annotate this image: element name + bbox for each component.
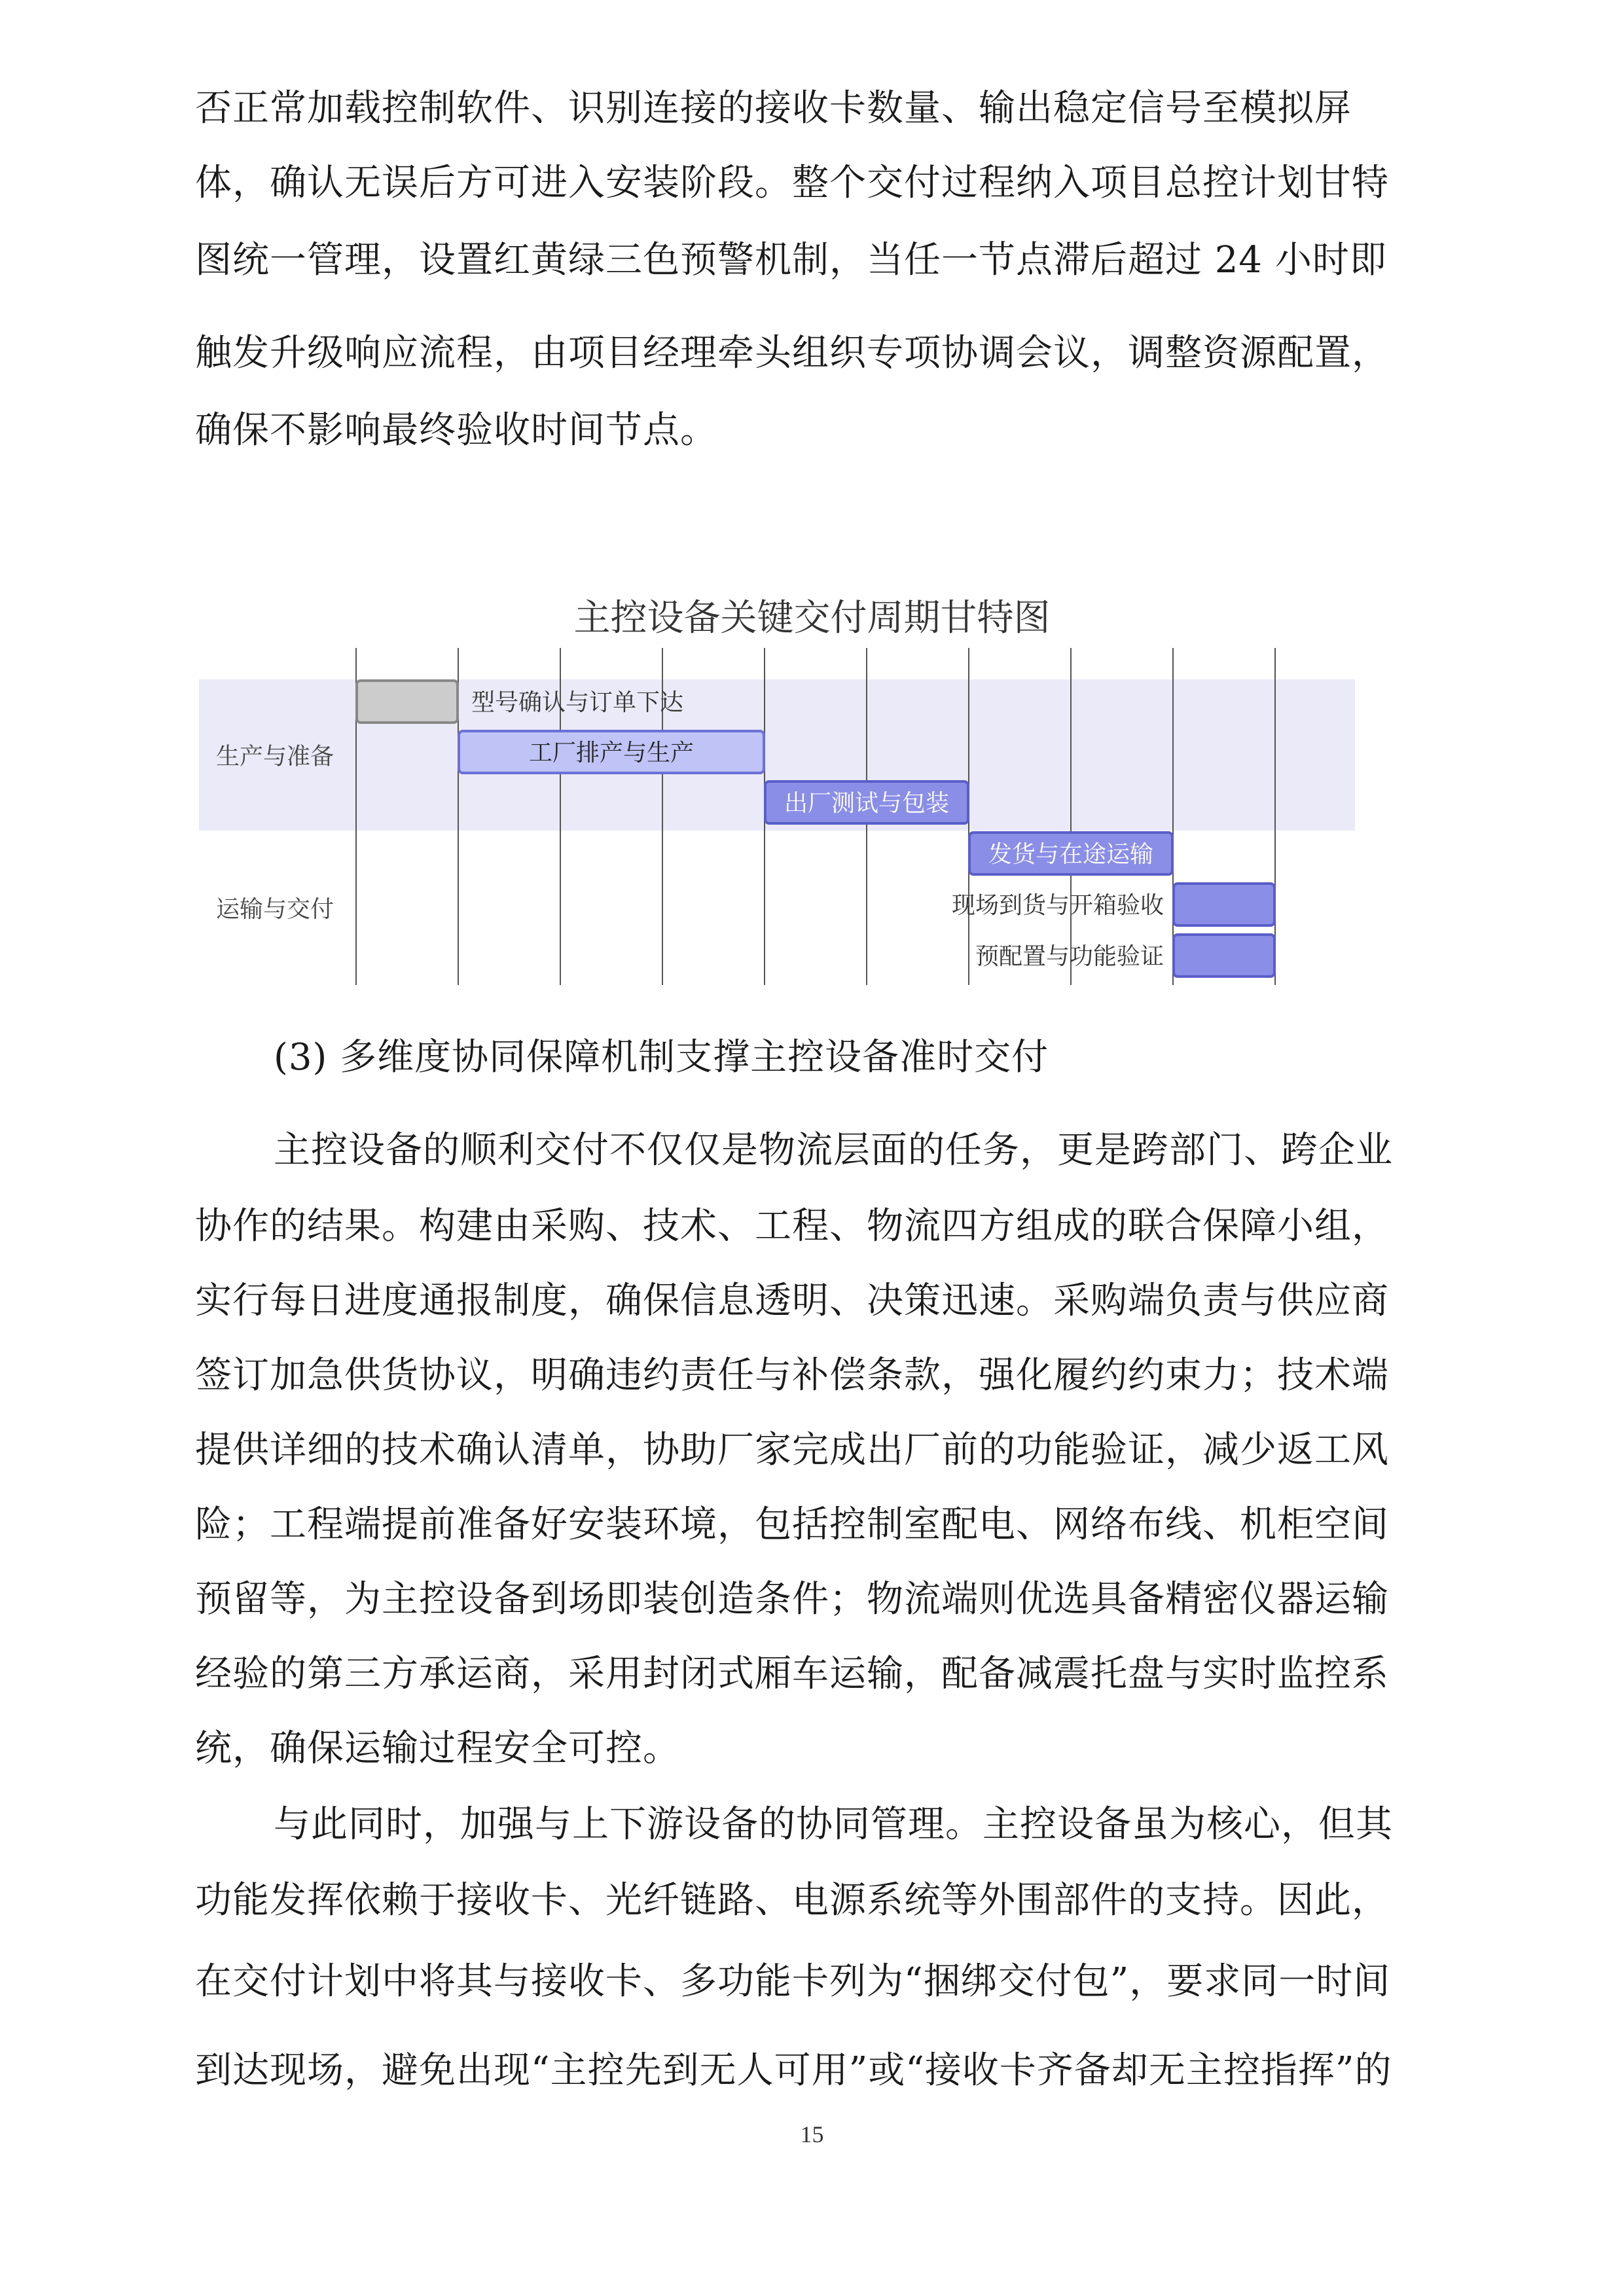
body-text-line: 功能发挥依赖于接收卡、光纤链路、电源系统等外围部件的支持。因此，: [195, 1879, 1389, 1922]
gantt-bar: [357, 681, 458, 723]
body-text-line: 体，确认无误后方可进入安装阶段。整个交付过程纳入项目总控计划甘特: [195, 162, 1389, 204]
body-text-line: 经验的第三方承运商，采用封闭式厢车运输，配备减震托盘与实时监控系: [195, 1653, 1389, 1695]
body-text-line: 协作的结果。构建由采购、技术、工程、物流四方组成的联合保障小组，: [195, 1205, 1389, 1247]
gantt-bar-label: 现场到货与开箱验收: [951, 892, 1164, 919]
body-text-line: 实行每日进度通报制度，确保信息透明、决策迅速。采购端负责与供应商: [195, 1280, 1389, 1322]
group-label: 生产与准备: [215, 743, 334, 770]
section-heading: (3) 多维度协同保障机制支撑主控设备准时交付: [274, 1036, 1049, 1079]
gantt-bar-label: 型号确认与订单下达: [471, 689, 684, 716]
body-text-line: 提供详细的技术确认清单，协助厂家完成出厂前的功能验证，减少返工风: [195, 1429, 1389, 1471]
body-text-line: 确保不影响最终验收时间节点。: [195, 409, 717, 452]
body-text-line: 统，确保运输过程安全可控。: [195, 1727, 680, 1770]
gantt-bar-label: 发货与在途运输: [988, 841, 1154, 868]
body-text-line: 主控设备的顺利交付不仅仅是物流层面的任务，更是跨部门、跨企业: [274, 1129, 1393, 1172]
body-text-line: 在交付计划中将其与接收卡、多功能卡列为“捆绑交付包”，要求同一时间: [195, 1960, 1391, 2003]
body-text-line: 否正常加载控制软件、识别连接的接收卡数量、输出稳定信号至模拟屏: [195, 87, 1352, 130]
body-text-line: 与此同时，加强与上下游设备的协同管理。主控设备虽为核心，但其: [274, 1803, 1393, 1846]
body-text-line: 签订加急供货协议，明确违约责任与补偿条款，强化履约约束力；技术端: [195, 1354, 1389, 1397]
gantt-bar-label: 预配置与功能验证: [975, 943, 1164, 970]
page-number: 15: [800, 2121, 824, 2147]
gantt-bar-label: 出厂测试与包装: [784, 790, 950, 817]
gantt-bar: [1174, 935, 1274, 977]
body-text-line: 险；工程端提前准备好安装环境，包括控制室配电、网络布线、机柜空间: [195, 1503, 1389, 1546]
body-text-line: 图统一管理，设置红黄绿三色预警机制，当任一节点滞后超过 24 小时即: [195, 239, 1387, 281]
body-text-line: 预留等，为主控设备到场即装创造条件；物流端则优选具备精密仪器运输: [195, 1578, 1389, 1621]
chart-title: 主控设备关键交付周期甘特图: [573, 597, 1051, 639]
gantt-bar: [1174, 884, 1274, 925]
gantt-chart: [0, 0, 1624, 1021]
body-text-line: 到达现场，避免出现“主控先到无人可用”或“接收卡齐备却无主控指挥”的: [195, 2049, 1392, 2092]
group-label: 运输与交付: [215, 896, 334, 923]
body-text-line: 触发升级响应流程，由项目经理牵头组织专项协调会议，调整资源配置，: [195, 332, 1389, 374]
gantt-bar-label: 工厂排产与生产: [528, 740, 695, 766]
